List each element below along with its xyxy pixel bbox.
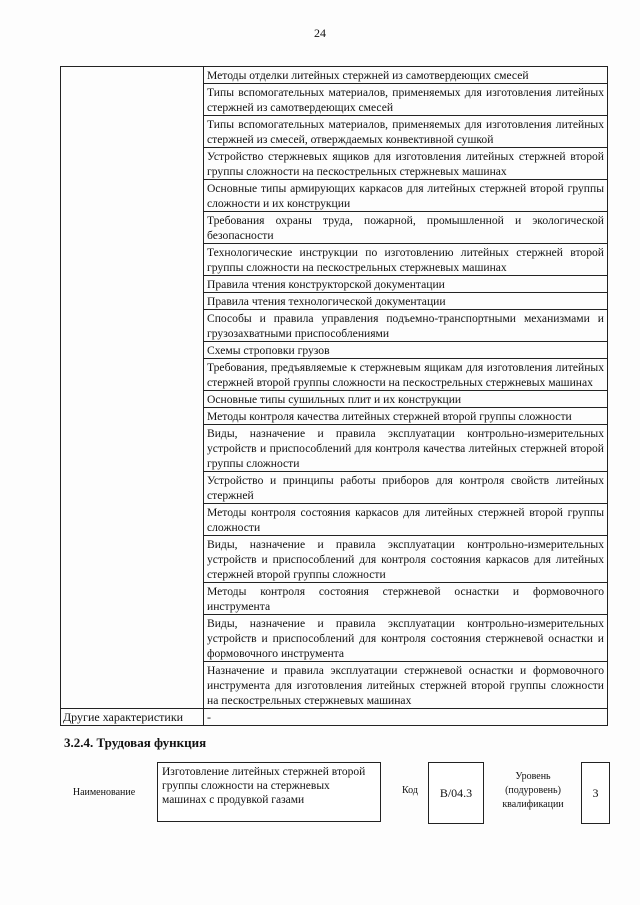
knowledge-item: Правила чтения технологической документации: [204, 293, 607, 310]
page-number: 24: [314, 26, 326, 40]
knowledge-item: Требования, предъявляемые к стержневым ящикам для изготовления литейных стержней второй группы сложности на пескострельных стержневых машинах: [204, 359, 607, 391]
knowledge-item: Основные типы армирующих каркасов для литейных стержней второй группы сложности и их конструкции: [204, 180, 607, 212]
knowledge-item: Технологические инструкции по изготовлению литейных стержней второй группы сложности на пескострельных стержневых машинах: [204, 244, 607, 276]
knowledge-item: Типы вспомогательных материалов, применяемых для изготовления литейных стержней из самотвердеющих смесей: [204, 84, 607, 116]
knowledge-left-cell: [61, 67, 204, 709]
knowledge-item: Основные типы сушильных плит и их конструкции: [204, 391, 607, 408]
knowledge-row: [61, 67, 608, 709]
level-box: 3: [581, 762, 610, 824]
other-characteristics-value: -: [204, 709, 608, 726]
knowledge-item: Требования охраны труда, пожарной, промышленной и экологической безопасности: [204, 212, 607, 244]
knowledge-item: Методы отделки литейных стержней из самотвердеющих смесей: [204, 67, 607, 84]
knowledge-item: Методы контроля состояния стержневой оснастки и формовочного инструмента: [204, 583, 607, 615]
knowledge-item: Виды, назначение и правила эксплуатации контрольно-измерительных устройств и приспособлений для контроля состояния каркасов для литейных стержней второй группы сложности: [204, 536, 607, 583]
knowledge-item: Виды, назначение и правила эксплуатации контрольно-измерительных устройств и приспособлений для контроля качества литейных стержней второй группы сложности: [204, 425, 607, 472]
knowledge-table: [60, 66, 608, 726]
knowledge-item: Способы и правила управления подъемно-транспортными механизмами и грузозахватными приспособлениями: [204, 310, 607, 342]
other-characteristics-row: [61, 709, 608, 726]
knowledge-items-cell: [204, 67, 608, 709]
knowledge-item: Схемы строповки грузов: [204, 342, 607, 359]
knowledge-item: Методы контроля состояния каркасов для литейных стержней второй группы сложности: [204, 504, 607, 536]
knowledge-item: Виды, назначение и правила эксплуатации контрольно-измерительных устройств и приспособлений для контроля состояния стержневой оснастки и формовочного инструмента: [204, 615, 607, 662]
code-label: Код: [402, 785, 418, 796]
knowledge-item: Устройство стержневых ящиков для изготовления литейных стержней второй группы сложности на пескострельных стержневых машинах: [204, 148, 607, 180]
name-label: Наименование: [72, 787, 136, 798]
knowledge-item: Назначение и правила эксплуатации стержневой оснастки и формовочного инструмента для изготовления литейных стержней второй группы сложности на пескострельных стержневых машинах: [207, 664, 604, 707]
other-characteristics-label: Другие характеристики: [61, 709, 204, 726]
section-title: 3.2.4. Трудовая функция: [64, 735, 207, 750]
knowledge-item: Методы контроля качества литейных стержней второй группы сложности: [204, 408, 607, 425]
function-name-box: Изготовление литейных стержней второй группы сложности на стержневых машинах с продувкой газами: [157, 762, 381, 822]
knowledge-item: Правила чтения конструкторской документации: [204, 276, 607, 293]
code-box: B/04.3: [428, 762, 484, 824]
level-label: Уровень (подуровень) квалификации: [502, 771, 564, 810]
knowledge-item: Устройство и принципы работы приборов для контроля свойств литейных стержней: [204, 472, 607, 504]
knowledge-item: Типы вспомогательных материалов, применяемых для изготовления литейных стержней из смесей, отверждаемых конвективной сушкой: [204, 116, 607, 148]
